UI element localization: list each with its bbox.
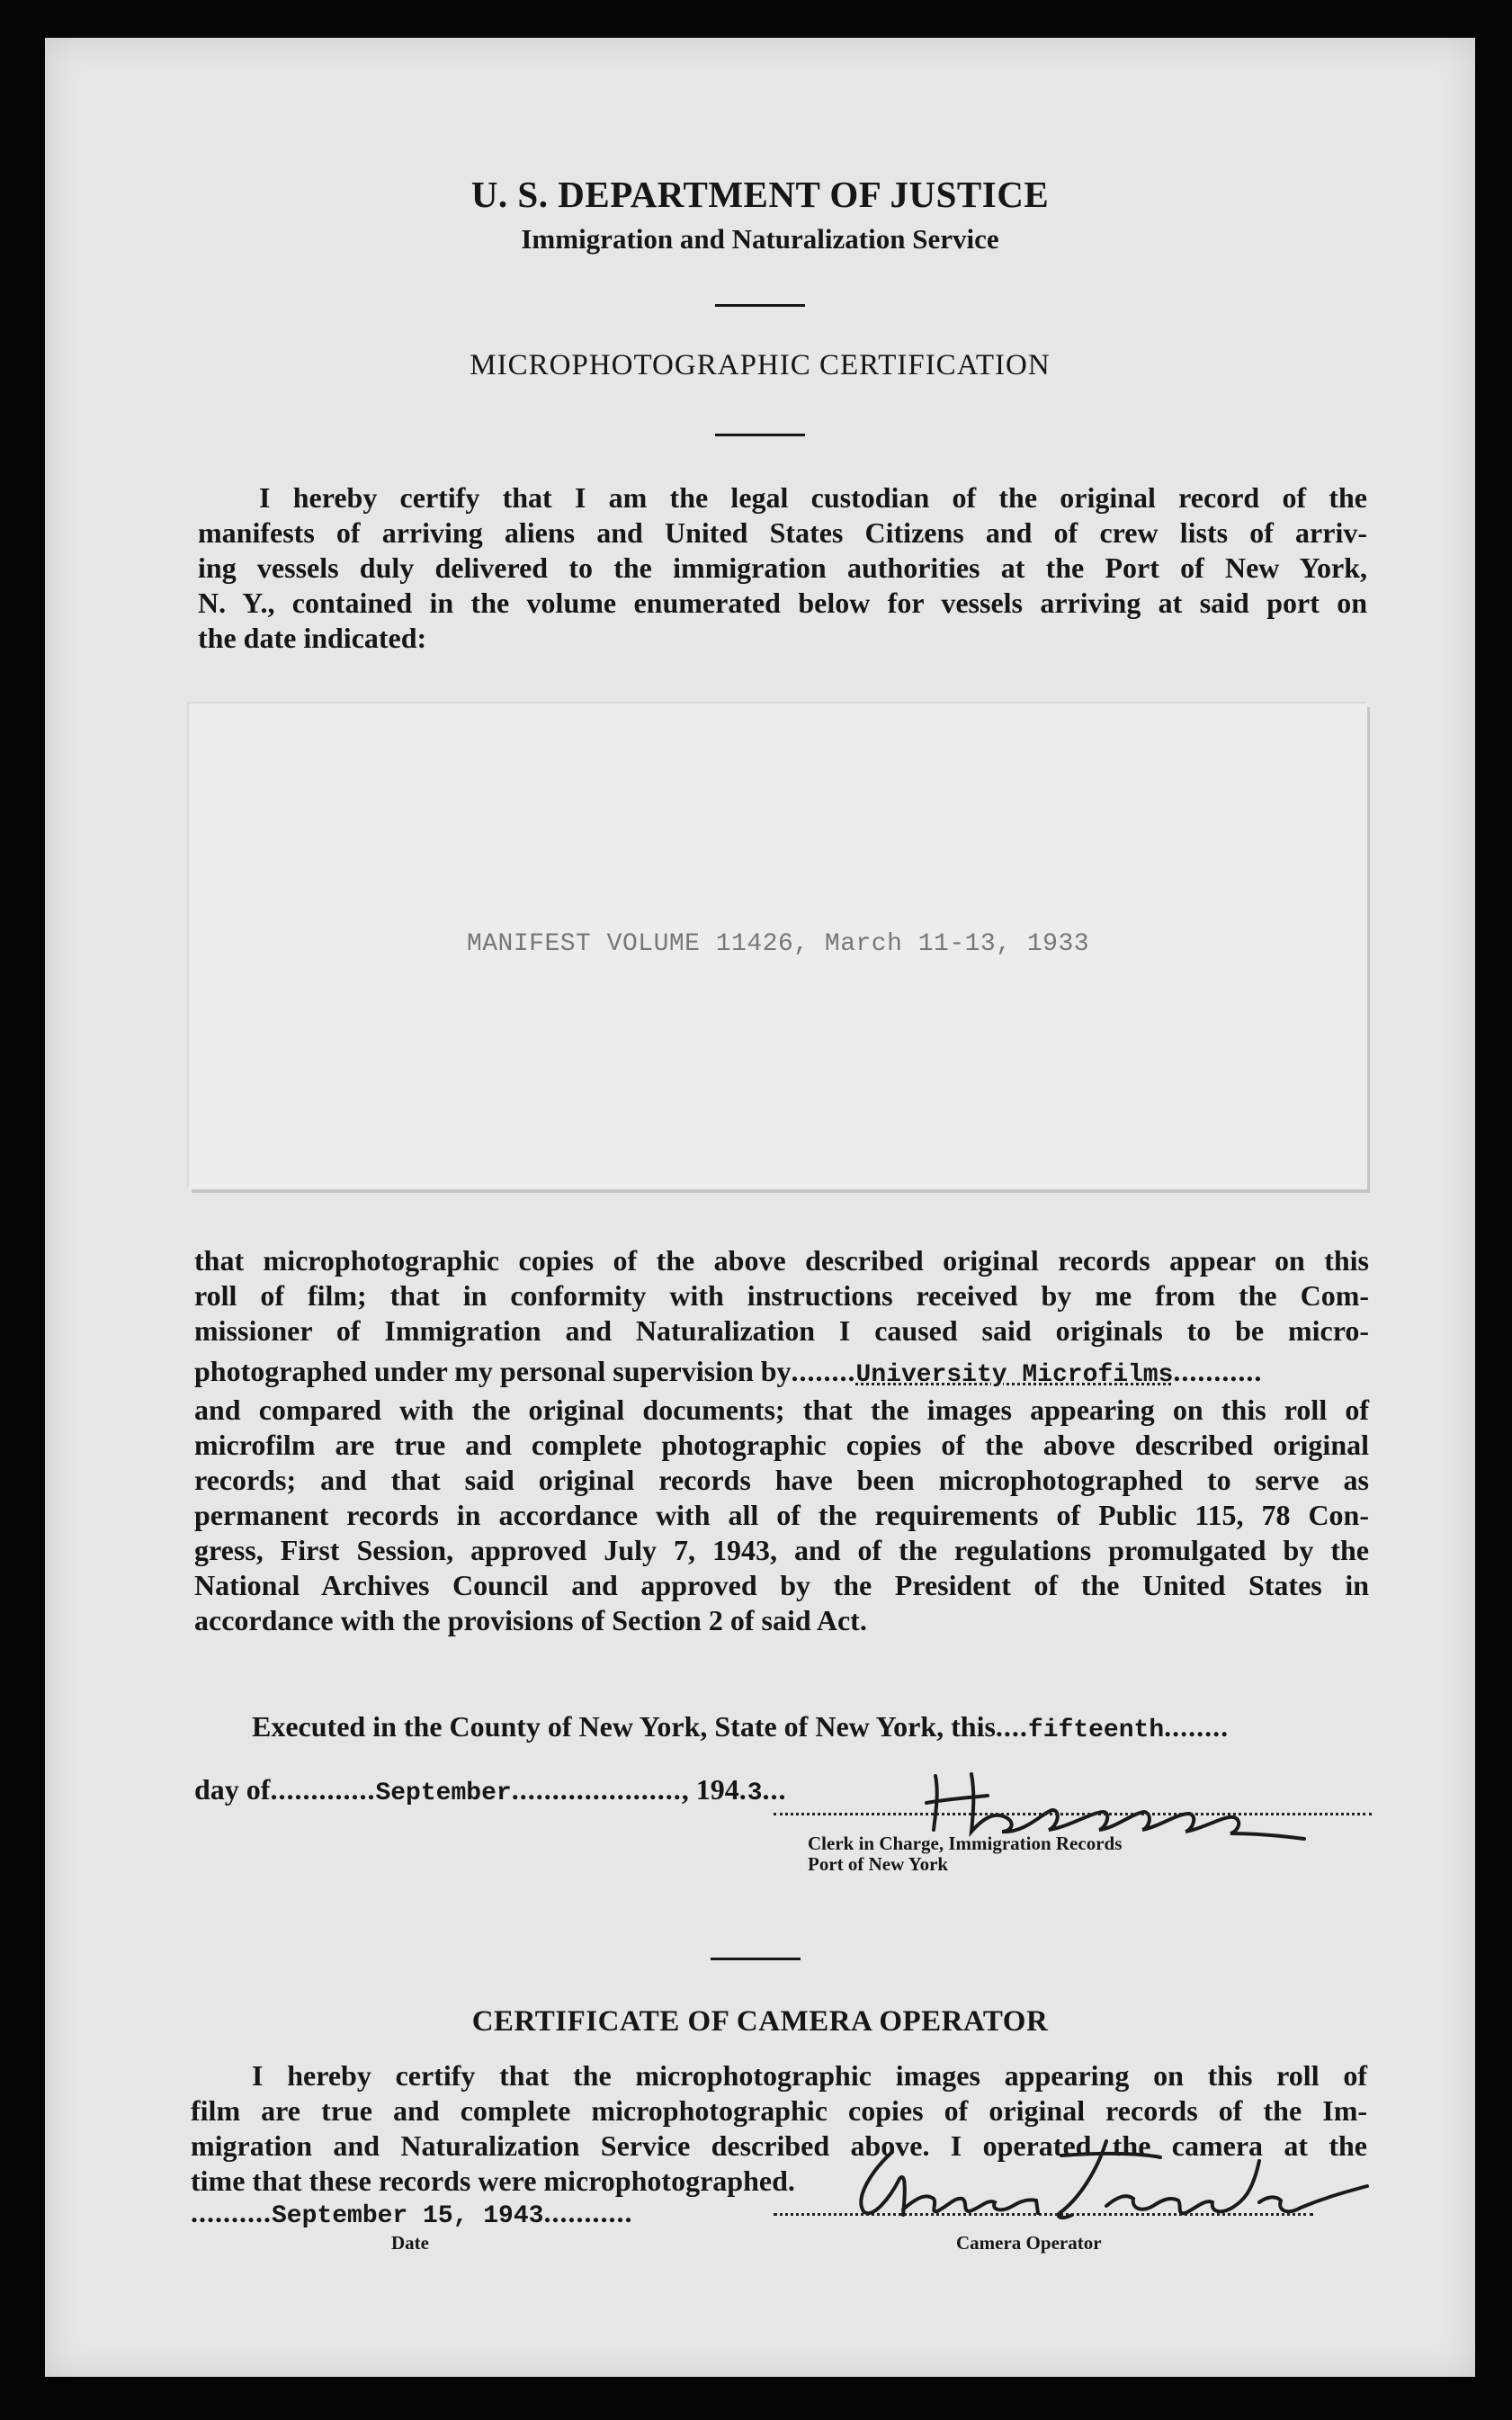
- camera-certificate-title: CERTIFICATE OF CAMERA OPERATOR: [471, 2005, 1049, 2038]
- supervision-value: University Microfilms: [855, 1361, 1174, 1389]
- intro-line: I hereby certify that I am the legal custodian of the original record of the: [259, 481, 1367, 514]
- camera-line: film are true and complete microphotographic copies of original records of the Im-: [191, 2094, 1367, 2127]
- divider: [711, 1958, 801, 1960]
- body-paragraph: [194, 1243, 1369, 1638]
- dotted-leader: ...........: [543, 2196, 633, 2228]
- body-line: and compared with the original documents; that the images appearing on this roll of: [194, 1394, 1369, 1426]
- body-line: accordance with the provisions of Section 2 of said Act.: [194, 1604, 867, 1636]
- intro-line: N. Y., contained in the volume enumerated below for vessels arriving at said port on: [198, 587, 1367, 619]
- certification-title: MICROPHOTOGRAPHIC CERTIFICATION: [470, 349, 1051, 381]
- camera-line: migration and Naturalization Service described above. I operated the camera at the: [191, 2129, 1367, 2162]
- operator-signature-stroke-a: [861, 2152, 1038, 2215]
- camera-line: time that these records were microphotographed.: [191, 2165, 795, 2197]
- execution-line: [252, 1709, 1372, 1748]
- execution-day: fifteenth: [1027, 1716, 1165, 1744]
- dotted-leader: ....: [995, 1710, 1028, 1743]
- body-line: gress, First Session, approved July 7, 1943, and of the regulations promulgated by the: [194, 1534, 1369, 1566]
- body-line: microfilm are true and complete photographic copies of the above described original: [194, 1429, 1369, 1461]
- dotted-leader: ........: [1164, 1710, 1230, 1743]
- intro-line: the date indicated:: [198, 622, 427, 654]
- execution-month: September: [375, 1779, 512, 1807]
- dotted-leader: .....................: [511, 1773, 682, 1806]
- dotted-leader: ...: [762, 1773, 787, 1806]
- clerk-caption: [808, 1833, 1122, 1875]
- body-line: roll of film; that in conformity with instructions received by me from the Com-: [194, 1279, 1369, 1312]
- month-line: [194, 1772, 842, 1811]
- date-field: [191, 2195, 676, 2234]
- date-label: Date: [391, 2232, 429, 2254]
- dotted-leader: ...........: [1173, 1355, 1263, 1387]
- operator-signature-stroke-b: [1059, 2141, 1367, 2218]
- intro-line: ing vessels duly delivered to the immigration authorities at the Port of New York,: [198, 551, 1367, 584]
- body-line: that microphotographic copies of the above described original records appear on this: [194, 1244, 1369, 1277]
- clerk-signature-stroke: [926, 1774, 1304, 1839]
- body-line: National Archives Council and approved by the President of the United States in: [194, 1569, 1369, 1601]
- service-subtitle: Immigration and Naturalization Service: [521, 223, 999, 255]
- body-line: permanent records in accordance with all of the requirements of Public 115, 78 Con-: [194, 1499, 1369, 1531]
- dotted-leader: ..........: [191, 2196, 272, 2228]
- divider: [715, 304, 805, 307]
- record-card-text: MANIFEST VOLUME 11426, March 11-13, 1933: [466, 930, 1090, 958]
- dotted-leader: .: [738, 1773, 747, 1806]
- department-title: U. S. DEPARTMENT OF JUSTICE: [470, 174, 1050, 215]
- record-card: [189, 704, 1367, 1189]
- divider: [715, 434, 805, 436]
- camera-operator-label: Camera Operator: [956, 2232, 1102, 2254]
- supervision-line: [194, 1354, 1369, 1393]
- intro-line: manifests of arriving aliens and United States Citizens and of crew lists of arriv-: [198, 516, 1367, 549]
- clerk-signature-line: [774, 1813, 1372, 1815]
- body-line: missioner of Immigration and Naturalization I caused said originals to be micro-: [194, 1314, 1369, 1347]
- intro-paragraph: [198, 480, 1367, 656]
- document-page: [45, 38, 1475, 2377]
- clerk-title: Clerk in Charge, Immigration Records: [808, 1833, 1123, 1854]
- camera-line: I hereby certify that the microphotographic images appearing on this roll of: [252, 2059, 1367, 2092]
- dotted-leader: ........: [791, 1355, 856, 1387]
- day-of-label: day of: [194, 1773, 271, 1806]
- body-line: records; and that said original records have been microphotographed to serve as: [194, 1464, 1369, 1496]
- dotted-leader: .............: [270, 1773, 376, 1806]
- camera-date: September 15, 1943: [272, 2202, 544, 2230]
- camera-operator-signature: [837, 2134, 1376, 2233]
- operator-signature-line: [774, 2213, 1313, 2216]
- clerk-location: Port of New York: [808, 1853, 949, 1875]
- supervision-prefix: photographed under my personal supervision by: [194, 1355, 792, 1387]
- year-prefix: , 194: [681, 1773, 739, 1806]
- execution-prefix: Executed in the County of New York, State of New York, this: [252, 1710, 996, 1743]
- year-digit: 3: [747, 1779, 763, 1807]
